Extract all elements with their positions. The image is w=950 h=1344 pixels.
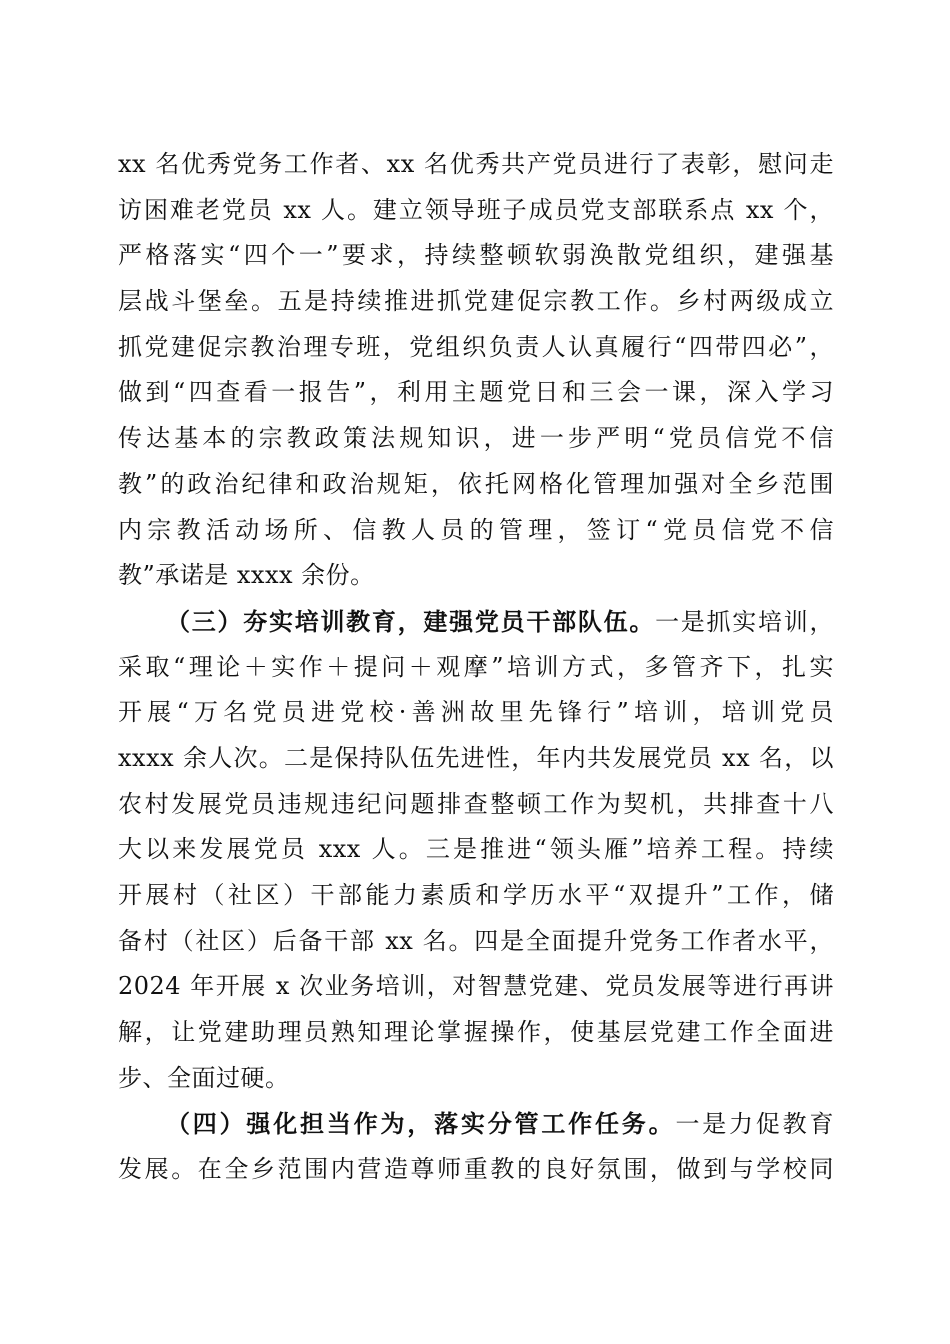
paragraph-line: 采取“理论＋实作＋提问＋观摩”培训方式，多管齐下，扎实	[118, 652, 834, 681]
paragraph-line: 层战斗堡垒。五是持续推进抓党建促宗教工作。乡村两级成立	[118, 287, 834, 316]
paragraph-line: 教”承诺是 xxxx 余份。	[118, 561, 375, 590]
paragraph-line: 访困难老党员 xx 人。建立领导班子成员党支部联系点 xx 个，	[118, 195, 834, 224]
paragraph-line: 解，让党建助理员熟知理论掌握操作，使基层党建工作全面进	[118, 1018, 834, 1047]
paragraph-line: 农村发展党员违规违纪问题排查整顿工作为契机，共排查十八	[118, 789, 834, 818]
paragraph-line: 2024 年开展 x 次业务培训，对智慧党建、党员发展等进行再讲	[118, 972, 834, 1001]
paragraph-line: 抓党建促宗教治理专班，党组织负责人认真履行“四带四必”，	[118, 332, 834, 361]
section-first-line	[118, 599, 834, 645]
paragraph-line: 做到“四查看一报告”，利用主题党日和三会一课，深入学习	[118, 378, 834, 407]
paragraph-line: 备村（社区）后备干部 xx 名。四是全面提升党务工作者水平，	[118, 926, 834, 955]
paragraph-line: 开展“万名党员进党校·善洲故里先锋行”培训，培训党员	[118, 698, 834, 727]
paragraph-line: 教”的政治纪律和政治规矩，依托网格化管理加强对全乡范围	[118, 469, 834, 498]
section-heading: （四）强化担当作为，落实分管工作任务。	[166, 1109, 676, 1139]
section-heading: （三）夯实培训教育，建强党员干部队伍。	[166, 606, 656, 636]
paragraph-line: 内宗教活动场所、信教人员的管理，签订“党员信党不信	[118, 515, 834, 544]
paragraph-line: 发展。在全乡范围内营造尊师重教的良好氛围，做到与学校同	[118, 1155, 834, 1184]
paragraph-line: xx 名优秀党务工作者、xx 名优秀共产党员进行了表彰，慰问走	[118, 150, 834, 178]
paragraph-line: 大以来发展党员 xxx 人。三是推进“领头雁”培养工程。持续	[118, 835, 834, 864]
paragraph-line: 传达基本的宗教政策法规知识，进一步严明“党员信党不信	[118, 424, 834, 453]
paragraph-line: 步、全面过硬。	[118, 1063, 290, 1092]
paragraph-line: 严格落实“四个一”要求，持续整顿软弱涣散党组织，建强基	[118, 241, 834, 270]
document-body	[118, 142, 834, 1193]
section-first-line-text: 一是抓实培训，	[655, 607, 834, 636]
section-first-line	[118, 1101, 834, 1147]
paragraph-line: xxxx 余人次。二是保持队伍先进性，年内共发展党员 xx 名，以	[118, 743, 834, 772]
paragraph-line: 开展村（社区）干部能力素质和学历水平“双提升”工作，储	[118, 881, 834, 909]
section-first-line-text: 一是力促教育	[675, 1110, 834, 1139]
